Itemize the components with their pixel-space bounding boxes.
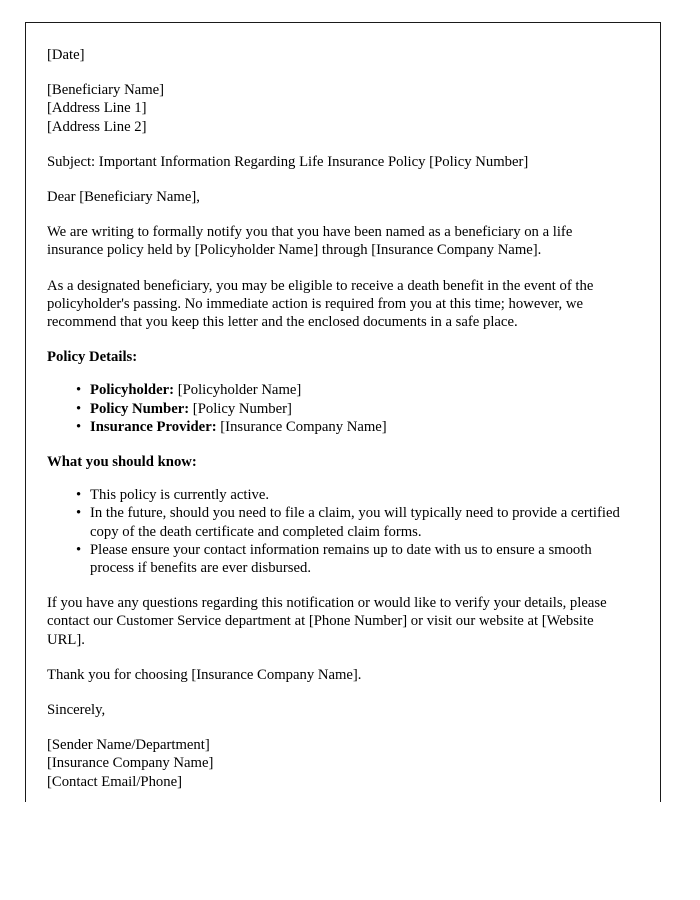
list-item (90, 400, 624, 418)
date-line: [Date] (47, 47, 85, 63)
closing: Sincerely, (47, 702, 106, 719)
list-item: • Please ensure your contact information remains up to date with us to ensure a smooth process if benefits are ever disbursed. (90, 541, 624, 577)
recipient-name: [Beneficiary Name] (47, 82, 165, 99)
paragraph-designated-beneficiary: As a designated beneficiary, you may be eligible to receive a death benefit in the event of the policyholder's passing. No immediate action is required from you at this time; however, we recommend that you keep this letter and the enclosed documents in a safe place. (47, 277, 594, 331)
recipient-address-block (47, 81, 624, 136)
document-page (25, 22, 661, 802)
policy-detail-value: [Policyholder Name] (174, 382, 302, 399)
policy-detail-label: Policyholder: (90, 382, 175, 399)
policy-detail-value: [Policy Number] (189, 400, 292, 417)
paragraph-thanks: Thank you for choosing [Insurance Company Name]. (47, 666, 362, 683)
letter-body (47, 46, 624, 791)
paragraph-questions: If you have any questions regarding this notification or would like to verify your details, please contact our Customer Service department at [Phone Number] or visit our website at [Website URL]. (47, 595, 607, 648)
sender-name: [Sender Name/Department] (47, 737, 210, 754)
policy-details-heading: Policy Details: (47, 349, 138, 366)
paragraph-intro: We are writing to formally notify you that you have been named as a beneficiary on a life insurance policy held by [Policyholder Name] through [Insurance Company Name]. (47, 224, 573, 259)
what-you-should-know-heading: What you should know: (47, 454, 197, 471)
policy-detail-label: Insurance Provider: (90, 418, 217, 435)
recipient-address-line-1: [Address Line 1] (47, 100, 147, 117)
subject-line: Subject: Important Information Regarding Life Insurance Policy [Policy Number] (47, 153, 529, 170)
list-item (90, 381, 624, 399)
what-you-should-know-list (47, 486, 624, 577)
date-block (47, 46, 624, 64)
recipient-address-line-2: [Address Line 2] (47, 118, 147, 135)
signature-block (47, 736, 624, 791)
list-item: • This policy is currently active. (90, 486, 624, 504)
policy-details-list (47, 381, 624, 436)
sender-contact: [Contact Email/Phone] (47, 773, 183, 790)
policy-detail-value: [Insurance Company Name] (216, 418, 387, 435)
list-item (90, 418, 624, 436)
policy-detail-label: Policy Number: (90, 400, 190, 417)
list-item: • In the future, should you need to file a claim, you will typically need to provide a certified copy of the death certificate and completed claim forms. (90, 504, 624, 540)
sender-company: [Insurance Company Name] (47, 755, 214, 772)
salutation: Dear [Beneficiary Name], (47, 189, 200, 206)
